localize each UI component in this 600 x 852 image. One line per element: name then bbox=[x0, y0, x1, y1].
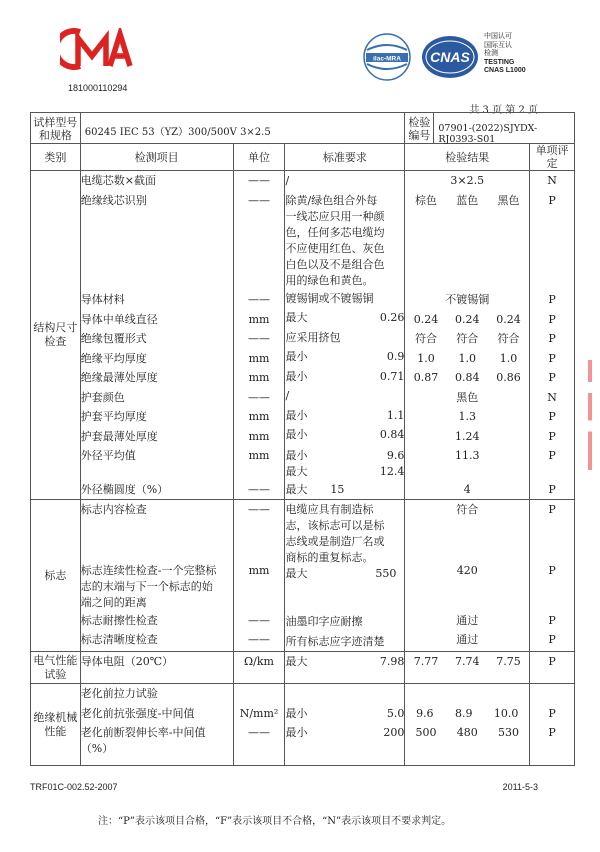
item: 老化前断裂伸长率-中间值 bbox=[80, 726, 206, 739]
item: 导体材料 bbox=[80, 293, 125, 306]
judgement: N bbox=[547, 390, 557, 404]
req-value: 5.0 bbox=[386, 706, 405, 720]
judgement: P bbox=[548, 371, 556, 384]
judgement: P bbox=[548, 482, 556, 496]
unit: —— bbox=[248, 332, 271, 345]
item: 端之间的距离 bbox=[80, 595, 147, 609]
result: 4 bbox=[463, 482, 471, 496]
cnas-line: 国际互认 bbox=[484, 41, 512, 49]
requirement: 志线或是制造厂名或 bbox=[285, 535, 385, 548]
unit: mm bbox=[248, 371, 270, 384]
requirement: 色，任何多芯电缆均 bbox=[285, 225, 385, 239]
item: 绝缘平均厚度 bbox=[80, 351, 147, 365]
requirement: 应采用挤包 bbox=[285, 330, 341, 344]
result-value: 黑色 bbox=[497, 193, 520, 207]
mechanical-results bbox=[405, 684, 530, 766]
result-value: 0.87 bbox=[413, 371, 439, 384]
result-value: 0.86 bbox=[496, 371, 521, 384]
requirement bbox=[285, 652, 404, 672]
item: 护套最薄处厚度 bbox=[80, 429, 158, 443]
req-value: 0.9 bbox=[386, 350, 405, 363]
judgement: P bbox=[548, 193, 556, 207]
form-date: 2011-5-3 bbox=[502, 782, 538, 792]
item: 老化前抗张强度-中间值 bbox=[80, 706, 195, 720]
requirement: 所有标志应字迹清楚 bbox=[285, 634, 385, 648]
structure-judgements bbox=[530, 171, 575, 500]
result bbox=[405, 723, 529, 743]
judgement: P bbox=[548, 293, 556, 306]
cma-number: 181000110294 bbox=[68, 83, 128, 93]
mechanical-requirements bbox=[285, 684, 405, 766]
requirement: 商标的重复标志。 bbox=[285, 551, 374, 564]
result-value: 0.24 bbox=[454, 312, 480, 326]
judgement: P bbox=[548, 726, 556, 739]
result bbox=[405, 191, 529, 211]
result bbox=[405, 704, 529, 724]
req-value: 12.4 bbox=[379, 464, 405, 478]
result-value: 7.74 bbox=[454, 655, 480, 668]
req-key: 最小 bbox=[285, 726, 308, 739]
unit: N/mm² bbox=[239, 706, 279, 720]
item: 老化前拉力试验 bbox=[80, 687, 158, 700]
marking-results bbox=[405, 500, 530, 652]
result: 符合 bbox=[456, 503, 479, 516]
req-value: 1.1 bbox=[386, 408, 405, 422]
sample-label: 试样型号和规格 bbox=[31, 113, 81, 144]
result-value: 500 bbox=[415, 726, 437, 739]
electrical-judgements bbox=[530, 652, 575, 684]
req-key: 最大 bbox=[285, 311, 308, 324]
col-unit: 单位 bbox=[233, 144, 285, 171]
result-value: 9.6 bbox=[416, 706, 434, 720]
cnas-line: TESTING bbox=[484, 58, 515, 66]
category-electrical bbox=[31, 652, 81, 684]
cnas-line: 检测 bbox=[484, 50, 498, 57]
item: 绝缘最薄处厚度 bbox=[80, 371, 158, 384]
judgement: P bbox=[548, 706, 556, 720]
result: 1.3 bbox=[458, 410, 476, 423]
judgement: P bbox=[548, 429, 556, 443]
requirement: 志，该标志可以是标 bbox=[285, 519, 385, 532]
requirement: 除黄/绿色组合外每 bbox=[285, 193, 378, 207]
result: 11.3 bbox=[454, 449, 480, 462]
requirement bbox=[285, 723, 404, 743]
result-value: 0.24 bbox=[496, 312, 521, 326]
mechanical-judgements bbox=[530, 684, 575, 766]
req-key: 最小 bbox=[285, 706, 308, 720]
requirement: 镀锡铜或不镀锡铜 bbox=[285, 291, 374, 305]
structure-items bbox=[80, 171, 233, 500]
req-key: 最小 bbox=[285, 408, 308, 422]
judgement: P bbox=[548, 503, 556, 516]
mechanical-units bbox=[233, 684, 285, 766]
result-value: 1.0 bbox=[499, 351, 518, 365]
col-requirement: 标准要求 bbox=[285, 144, 405, 171]
result: 420 bbox=[456, 563, 478, 577]
result: 1.24 bbox=[454, 429, 480, 443]
pagination: 共 3 页 第 2 页 bbox=[469, 105, 538, 116]
stamp-edge-mark bbox=[588, 360, 592, 470]
requirement bbox=[285, 347, 404, 367]
result bbox=[405, 652, 529, 672]
req-value: 9.6 bbox=[386, 448, 405, 462]
requirement bbox=[285, 566, 404, 582]
unit: mm bbox=[248, 312, 270, 326]
judgement: P bbox=[548, 312, 556, 326]
req-value: 200 bbox=[383, 726, 405, 739]
marking-items bbox=[80, 500, 233, 652]
item: 护套平均厚度 bbox=[80, 410, 147, 423]
requirement: 白色以及不是组合色 bbox=[285, 257, 385, 271]
inspection-label: 检验编号 bbox=[405, 113, 434, 143]
category-mechanical bbox=[31, 684, 81, 766]
req-key: 最小 bbox=[285, 350, 308, 363]
judgement: P bbox=[548, 613, 556, 627]
col-judgement: 单项评定 bbox=[530, 144, 575, 171]
req-key: 最大 bbox=[285, 464, 308, 478]
result bbox=[405, 349, 529, 369]
result-value: 10.0 bbox=[493, 706, 519, 720]
result: 黑色 bbox=[456, 390, 479, 404]
result-value: 棕色 bbox=[414, 193, 437, 207]
result-value: 480 bbox=[456, 726, 478, 739]
electrical-results bbox=[405, 652, 530, 684]
result-value: 符合 bbox=[497, 332, 520, 345]
result: 3×2.5 bbox=[450, 174, 485, 187]
requirement bbox=[285, 425, 404, 445]
result-value: 0.84 bbox=[454, 371, 480, 384]
cma-logo bbox=[60, 28, 135, 70]
unit: mm bbox=[248, 449, 270, 462]
sample-value: 60245 IEC 53（YZ）300/500V 3×2.5 bbox=[80, 113, 405, 144]
col-result: 检验结果 bbox=[405, 144, 530, 171]
result-value: 符合 bbox=[456, 332, 479, 345]
cnas-logo bbox=[420, 34, 480, 80]
requirement bbox=[285, 308, 404, 328]
requirement: 不应使用红色、灰色 bbox=[285, 241, 385, 255]
judgement: P bbox=[548, 410, 556, 423]
marking-units bbox=[233, 500, 285, 652]
result: 通过 bbox=[456, 613, 479, 627]
mechanical-items bbox=[80, 684, 233, 766]
unit: mm bbox=[248, 429, 270, 443]
structure-units bbox=[233, 171, 285, 500]
svg-text:ilac-MRA: ilac-MRA bbox=[373, 55, 401, 63]
electrical-units bbox=[233, 652, 285, 684]
unit: —— bbox=[248, 193, 271, 207]
unit: —— bbox=[248, 633, 271, 646]
unit: —— bbox=[248, 503, 271, 516]
marking-judgements bbox=[530, 500, 575, 652]
form-number: TRF01C-002.52-2007 bbox=[30, 782, 118, 792]
judgement: P bbox=[548, 563, 556, 577]
unit: —— bbox=[248, 174, 271, 187]
unit: mm bbox=[248, 410, 270, 423]
item: 导体电阻（20℃） bbox=[80, 655, 174, 668]
result-value: 1.0 bbox=[458, 351, 476, 365]
svg-text:CNAS: CNAS bbox=[430, 49, 470, 65]
unit: —— bbox=[248, 613, 271, 627]
req-key: 最小 bbox=[285, 448, 308, 462]
inspection-value: 07901-(2022)SJYDX-RJ0393-S01 bbox=[438, 123, 538, 145]
item: 护套颜色 bbox=[80, 390, 125, 404]
requirement bbox=[285, 367, 404, 387]
result bbox=[405, 368, 529, 388]
unit: —— bbox=[248, 726, 271, 739]
result-value: 0.24 bbox=[413, 312, 439, 326]
req-value: 0.84 bbox=[379, 428, 405, 441]
judgement: P bbox=[548, 633, 556, 646]
item: 外径平均值 bbox=[80, 449, 136, 462]
cnas-line: CNAS L1000 bbox=[484, 67, 526, 74]
item: （%） bbox=[80, 742, 114, 755]
structure-results bbox=[405, 171, 530, 500]
result-value: 符合 bbox=[414, 332, 437, 345]
unit: —— bbox=[248, 390, 271, 404]
requirement: / bbox=[285, 389, 290, 402]
req-value: 550 bbox=[375, 567, 397, 580]
req-key: 最大 bbox=[285, 655, 308, 668]
item: 外径椭圆度（%） bbox=[80, 482, 169, 496]
col-category: 类别 bbox=[31, 144, 81, 171]
result bbox=[405, 310, 529, 330]
requirement bbox=[285, 464, 404, 480]
result: 不镀锡铜 bbox=[445, 293, 490, 306]
req-value: 0.26 bbox=[379, 311, 405, 324]
item: 绝缘包覆形式 bbox=[80, 332, 147, 345]
result-value: 7.75 bbox=[496, 655, 521, 668]
requirement bbox=[285, 704, 404, 724]
requirement: 电缆应具有制造标 bbox=[285, 503, 374, 516]
category-label: 绝缘机械性能 bbox=[33, 710, 78, 738]
result-value: 7.77 bbox=[413, 655, 439, 668]
cnas-accreditation-text bbox=[484, 33, 526, 76]
requirement bbox=[285, 445, 404, 464]
cnas-line: 中国认可 bbox=[484, 33, 512, 40]
requirement: 一线芯应只用一种颜 bbox=[285, 209, 385, 223]
item: 志的末端与下一个标志的始 bbox=[80, 579, 213, 593]
marking-requirements bbox=[285, 500, 405, 652]
result bbox=[405, 329, 529, 349]
judgement: P bbox=[548, 449, 556, 462]
structure-requirements bbox=[285, 171, 405, 500]
category-label: 电气性能试验 bbox=[33, 653, 78, 681]
item: 标志内容检查 bbox=[80, 503, 147, 516]
item: 电缆芯数×截面 bbox=[80, 174, 156, 187]
legend-note: 注：“P”表示该项目合格，“F”表示该项目不合格，“N”表示该项目不要求判定。 bbox=[98, 816, 452, 827]
item: 标志耐擦性检查 bbox=[80, 613, 158, 627]
item: 绝缘线芯识别 bbox=[80, 193, 147, 207]
item: 标志清晰度检查 bbox=[80, 633, 158, 646]
requirement: 油墨印字应耐擦 bbox=[285, 615, 363, 628]
req-value: 15 bbox=[330, 482, 345, 496]
result: 通过 bbox=[456, 633, 479, 646]
requirement: / bbox=[285, 174, 290, 187]
col-item: 检测项目 bbox=[80, 144, 233, 171]
unit: Ω/km bbox=[244, 655, 274, 668]
judgement: N bbox=[547, 174, 557, 187]
item: 标志连续性检查-一个完整标 bbox=[80, 563, 217, 577]
electrical-items bbox=[80, 652, 233, 684]
req-key: 最大 bbox=[285, 567, 308, 580]
result-value: 530 bbox=[497, 726, 519, 739]
req-key: 最小 bbox=[285, 369, 308, 383]
item: 导体中单线直径 bbox=[80, 312, 158, 326]
requirement: 用的绿色和黄色。 bbox=[285, 273, 374, 287]
category-marking bbox=[31, 500, 81, 652]
result-value: 1.0 bbox=[417, 351, 435, 365]
category-label: 标志 bbox=[44, 568, 67, 582]
req-key: 最大 bbox=[285, 482, 308, 496]
judgement: P bbox=[548, 351, 556, 365]
req-key: 最小 bbox=[285, 428, 308, 441]
category-structure bbox=[31, 171, 81, 500]
requirement bbox=[285, 480, 404, 500]
judgement: P bbox=[548, 655, 556, 668]
unit: —— bbox=[248, 293, 271, 306]
requirement bbox=[285, 406, 404, 426]
result-value: 8.9 bbox=[454, 706, 473, 720]
req-value: 7.98 bbox=[379, 655, 405, 668]
unit: mm bbox=[248, 351, 270, 365]
req-value: 0.71 bbox=[379, 369, 405, 383]
unit: mm bbox=[248, 563, 270, 577]
judgement: P bbox=[548, 332, 556, 345]
category-label: 结构尺寸检查 bbox=[33, 321, 78, 348]
ilac-mra-logo bbox=[362, 32, 412, 82]
result-value: 蓝色 bbox=[456, 193, 479, 207]
electrical-requirements bbox=[285, 652, 405, 684]
unit: —— bbox=[248, 482, 271, 496]
test-results-table bbox=[30, 112, 575, 766]
